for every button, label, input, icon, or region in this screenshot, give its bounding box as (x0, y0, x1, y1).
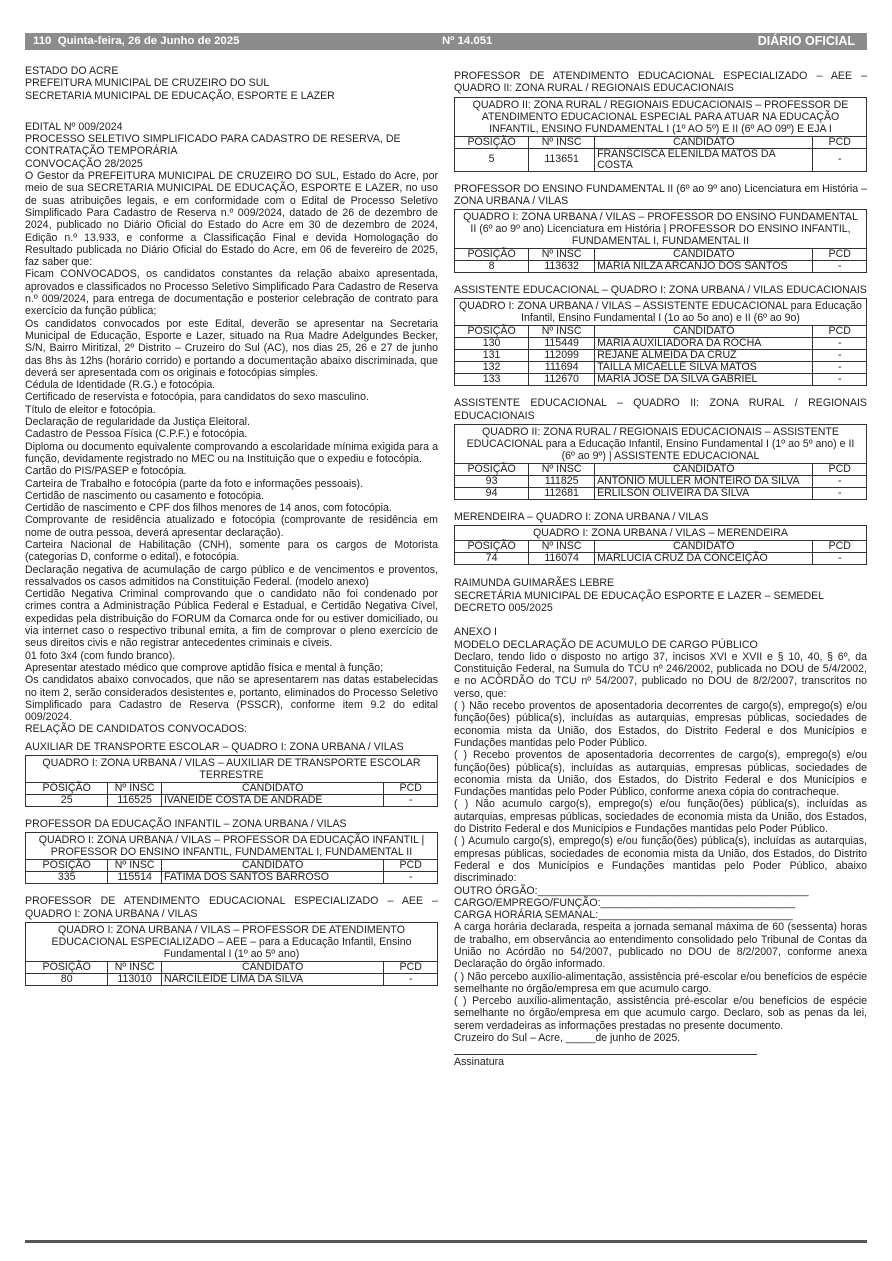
page-number: 110 (33, 35, 52, 47)
paragraph: Certidão de nascimento e CPF dos filhos menores de 14 anos, com fotocópia. (25, 502, 392, 515)
paragraph: Certificado de reservista e fotocópia, para candidatos do sexo masculino. (25, 391, 369, 404)
declaration-body-2 (454, 921, 867, 1044)
column-header: PCD (813, 249, 867, 261)
candidate-section (454, 284, 867, 386)
column-header: Nº INSC (108, 860, 162, 872)
org-line: PREFEITURA MUNICIPAL DE CRUZEIRO DO SUL (25, 77, 270, 90)
column-header: CANDIDATO (595, 326, 813, 338)
pcd-cell: - (384, 973, 438, 985)
candidate-section (454, 70, 867, 172)
decree-number: DECRETO 005/2025 (454, 601, 553, 614)
quadro-title: QUADRO I: ZONA URBANA / VILAS – PROFESSOR DA EDUCAÇÃO INFANTIL | PROFESSOR DO ENSINO INFANTIL, FUNDAMENTAL I, FUNDAMENTAL II (26, 833, 438, 860)
page-header (25, 33, 867, 50)
table-header-row (455, 249, 867, 261)
signer-name: RAIMUNDA GUIMARÃES LEBRE (454, 577, 615, 590)
right-column (454, 65, 867, 1069)
candidate-section (25, 895, 438, 986)
form-field: CARGO/EMPREGO/FUNÇÃO:_________________________________ (454, 896, 795, 909)
paragraph: Diploma ou documento equivalente comprovando a escolaridade mínima exigida para a função, devidamente registrado no MEC ou na Instituição que o expediu e fotocópia. (25, 440, 438, 465)
candidate-section (25, 741, 438, 807)
paragraph: Certidão de nascimento ou casamento e fotocópia. (25, 489, 265, 502)
column-header: PCD (384, 783, 438, 795)
quadro-title: QUADRO I: ZONA URBANA / VILAS – PROFESSOR DO ENSINO FUNDAMENTAL II (6º ao 9º ano) Licenciatura em História | PROFESSOR DO ENSINO INFANTIL, FUNDAMENTAL I, FUNDAMENTAL II (455, 210, 867, 249)
paragraph: Ficam CONVOCADOS, os candidatos constantes da relação abaixo apresentada, aprovados e classificados no Processo Seletivo Simplificado Para Cadastro de Reserva n.º 009/2024, para entrega de documentação e posterior celebração de contrato para exercício da função pública; (25, 268, 438, 318)
pcd-cell: - (813, 350, 867, 362)
inscription-cell: 115514 (108, 872, 162, 884)
paragraph: Título de eleitor e fotocópia. (25, 403, 156, 416)
paragraph: Comprovante de residência atualizado e fotocópia (comprovante de residência em nome de outra pessoa, deverá apresentar declaração). (25, 514, 438, 539)
right-sections (454, 70, 867, 565)
paragraph: Certidão Negativa Criminal comprovando que o candidato não foi condenado por crimes contra a Administração Pública Federal e Estadual, e Certidão Negativa Cível, expedidas pela distribuição do FORUM da Comarca onde for ou estiver domiciliado, ou via internet caso o respectivo tribunal emita, a fim de comprovar o pleno exercício de seus direitos civis e não registrar antecedentes criminais e cíveis. (25, 588, 438, 650)
table-header-row (455, 464, 867, 476)
paragraph: Apresentar atestado médico que comprove aptidão física e mental à função; (25, 661, 384, 674)
pcd-cell: - (384, 872, 438, 884)
paragraph: ( ) Não acumulo cargo(s), emprego(s) e/ou função(ões) pública(s), incluídas as autarquias, empresas públicas, sociedades de economia mista da União, dos Estados, do Distrito Federal e dos Municípios e Fundações mantidas pelo Poder Público. (454, 798, 867, 836)
table-row (455, 350, 867, 362)
paragraph: Declaro, tendo lido o disposto no artigo 37, incisos XVI e XVII e § 10, 40, § 6º, da Constituição Federal, na Sumula do TCU nº 246/2002, publicada no DOU de 5/4/2002, e no ACÓRDÃO do TCU nº 54/2007, publicado no DOU de 8/2/2007, transcritos no verso, que: (454, 650, 867, 700)
candidate-cell: MARIA NILZA ARCANJO DOS SANTOS (595, 261, 813, 273)
position-cell: 131 (455, 350, 529, 362)
pcd-cell: - (813, 476, 867, 488)
paragraph: Declaração negativa de acumulação de cargo público e de vencimentos e proventos, ressalvados os casos admitidos na Constituição Federal. (modelo anexo) (25, 563, 438, 588)
section-title: ASSISTENTE EDUCACIONAL – QUADRO II: ZONA RURAL / REGIONAIS EDUCACIONAIS (454, 397, 867, 422)
paragraph: 01 foto 3x4 (com fundo branco). (25, 649, 176, 662)
table-row (26, 795, 438, 807)
column-header: CANDIDATO (161, 961, 383, 973)
candidate-table (454, 298, 867, 386)
pcd-cell: - (384, 795, 438, 807)
declaration-fields (454, 885, 867, 922)
column-header: Nº INSC (108, 783, 162, 795)
section-title: PROFESSOR DO ENSINO FUNDAMENTAL II (6º ao 9º ano) Licenciatura em História – ZONA URBANA / VILAS (454, 182, 867, 207)
column-header: PCD (813, 464, 867, 476)
table-row (26, 872, 438, 884)
paragraph: Cédula de Identidade (R.G.) e fotocópia. (25, 379, 216, 392)
inscription-cell: 113651 (529, 148, 595, 171)
section-title: PROFESSOR DE ATENDIMENTO EDUCACIONAL ESPECIALIZADO – AEE – QUADRO II: ZONA RURAL / REGIONAIS EDUCACIONAIS (454, 70, 867, 95)
candidate-cell: MARIA AUXILIADORA DA ROCHA (595, 338, 813, 350)
quadro-row (26, 756, 438, 783)
column-header: POSIÇÃO (455, 464, 529, 476)
paragraph: ( ) Não percebo auxílio-alimentação, assistência pré-escolar e/ou benefícios de espécie semelhante no órgão/empresa em que acumulo cargo. (454, 970, 867, 995)
column-header: CANDIDATO (161, 783, 383, 795)
inscription-cell: 113632 (529, 261, 595, 273)
pcd-cell: - (813, 261, 867, 273)
paragraph: ( ) Recebo proventos de aposentadoria decorrentes de cargo(s), emprego(s) e/ou função(ões) pública(s), incluídas as autarquias, empresas públicas, sociedades de economia mista da União, dos Estados, do Distrito Federal e dos Municípios e Fundações mantidas pelo Poder Público, conforme anexa cópia do contracheque. (454, 749, 867, 799)
pcd-cell: - (813, 374, 867, 386)
column-header: POSIÇÃO (455, 136, 529, 148)
paragraph: Carteira de Trabalho e fotocópia (parte da foto e informações pessoais). (25, 477, 364, 490)
left-sections (25, 741, 438, 986)
candidate-table (454, 209, 867, 273)
paragraph: ( ) Acumulo cargo(s), emprego(s) e/ou função(ões) pública(s), incluídas as autarquias, empresas públicas, sociedades de economia mista da União, dos Estados, do Distrito Federal e dos Municípios e Fundações mantidas pelo Poder Público, abaixo discriminado: (454, 835, 867, 885)
quadro-title: QUADRO I: ZONA URBANA / VILAS – AUXILIAR DE TRANSPORTE ESCOLAR TERRESTRE (26, 756, 438, 783)
candidate-table (25, 922, 438, 986)
convocation-number: CONVOCAÇÃO 28/2025 (25, 157, 143, 170)
paragraph: A carga horária declarada, respeita a jornada semanal máxima de 60 (sessenta) horas de trabalho, em observância ao entendimento consolidado pelo Tribunal de Contas da União no Acórdão no 54/2007, publicado no DOU de 8/2/2007, conforme anexa Declaração do órgão informado. (454, 921, 867, 971)
column-header: Nº INSC (529, 464, 595, 476)
paragraph: Cadastro de Pessoa Física (C.P.F.) e fotocópia. (25, 428, 248, 441)
column-header: Nº INSC (529, 541, 595, 553)
column-header: Nº INSC (529, 249, 595, 261)
declaration-body (454, 651, 867, 885)
candidate-cell: MARLUCIA CRUZ DA CONCEIÇÃO (595, 553, 813, 565)
candidate-cell: ERLILSON OLIVEIRA DA SILVA (595, 488, 813, 500)
inscription-cell: 112681 (529, 488, 595, 500)
table-row (455, 148, 867, 171)
position-cell: 132 (455, 362, 529, 374)
table-row (455, 261, 867, 273)
candidate-table (25, 755, 438, 807)
inscription-cell: 112099 (529, 350, 595, 362)
candidate-section (25, 818, 438, 884)
table-header-row (455, 136, 867, 148)
table-header-row (26, 961, 438, 973)
quadro-title: QUADRO II: ZONA RURAL / REGIONAIS EDUCACIONAIS – PROFESSOR DE ATENDIMENTO EDUCACIONAL ESPECIAL PARA ATUAR NA EDUCAÇÃO INFANTIL, ENSINO FUNDAMENTAL I (1º AO 5º) E II (6º AO 09º) E EJA I (455, 97, 867, 136)
quadro-title: QUADRO I: ZONA URBANA / VILAS – PROFESSOR DE ATENDIMENTO EDUCACIONAL ESPECIALIZADO – AEE – para a Educação Infantil, Ensino Fundamental I (1º ao 5º ano) (26, 922, 438, 961)
column-header: CANDIDATO (595, 464, 813, 476)
section-title: PROFESSOR DA EDUCAÇÃO INFANTIL – ZONA URBANA / VILAS (25, 818, 347, 831)
section-title: AUXILIAR DE TRANSPORTE ESCOLAR – QUADRO I: ZONA URBANA / VILAS (25, 740, 404, 753)
process-title: PROCESSO SELETIVO SIMPLIFICADO PARA CADASTRO DE RESERVA, DE CONTRATAÇÃO TEMPORÁRIA (25, 133, 401, 158)
table-header-row (26, 783, 438, 795)
candidates-heading: RELAÇÃO DE CANDIDATOS CONVOCADOS: (25, 723, 248, 736)
column-header: PCD (813, 136, 867, 148)
candidate-section (454, 511, 867, 565)
org-line: SECRETARIA MUNICIPAL DE EDUCAÇÃO, ESPORTE E LAZER (25, 89, 335, 102)
inscription-cell: 111694 (529, 362, 595, 374)
position-cell: 5 (455, 148, 529, 171)
column-header: POSIÇÃO (455, 249, 529, 261)
column-header: POSIÇÃO (455, 326, 529, 338)
column-header: CANDIDATO (595, 136, 813, 148)
pcd-cell: - (813, 148, 867, 171)
position-cell: 25 (26, 795, 108, 807)
signer-organization: SECRETÁRIA MUNICIPAL DE EDUCAÇÃO ESPORTE E LAZER – SEMEDEL (454, 589, 825, 602)
candidate-section (454, 397, 867, 500)
quadro-row (455, 299, 867, 326)
quadro-title: QUADRO II: ZONA RURAL / REGIONAIS EDUCACIONAIS – ASSISTENTE EDUCACIONAL para a Educação Infantil, Ensino Fundamental I (1º ao 5º ano) e II (6º ao 9º) | ASSISTENTE EDUCACIONAL (455, 425, 867, 464)
paragraph: Carteira Nacional de Habilitação (CNH), somente para os cargos de Motorista (categorias D, conforme o edital), e fotocópia. (25, 538, 438, 564)
position-cell: 335 (26, 872, 108, 884)
position-cell: 94 (455, 488, 529, 500)
signature-label: Assinatura (454, 1056, 505, 1069)
form-field: CARGA HORÁRIA SEMANAL:_________________________________ (454, 909, 793, 922)
column-header: CANDIDATO (595, 541, 813, 553)
table-row (455, 338, 867, 350)
quadro-row (455, 210, 867, 249)
quadro-title: QUADRO I: ZONA URBANA / VILAS – ASSISTENTE EDUCACIONAL para Educação Infantil, Ensino Fundamental I (1o ao 5o ano) e II (6º ao 9o) (455, 299, 867, 326)
inscription-cell: 113010 (108, 973, 162, 985)
org-line: ESTADO DO ACRE (25, 65, 119, 77)
paragraph: Declaração de regularidade da Justiça Eleitoral. (25, 416, 250, 429)
section-title: MERENDEIRA – QUADRO I: ZONA URBANA / VILAS (454, 511, 709, 524)
column-header: CANDIDATO (595, 249, 813, 261)
paragraph: O Gestor da PREFEITURA MUNICIPAL DE CRUZEIRO DO SUL, Estado do Acre, por meio de sua SECRETARIA MUNICIPAL DE EDUCAÇÃO, ESPORTE E LAZER, no uso de suas atribuições legais, e em conformidade com o Edital de Processo Seletivo Simplificado Para Cadastro de Reserva n.º 009/2024, datado de 26 de dezembro de 2024, publicado no Diário Oficial do Estado do Acre em 30 de dezembro de 2024, Edição n.º 13.933, e conforme a Classificação Final e devida Homologação do Resultado publicada no Diário Oficial do Estado do Acre, em 06 de fevereiro de 2025, faz saber que: (25, 170, 438, 269)
column-header: PCD (813, 326, 867, 338)
table-header-row (26, 860, 438, 872)
column-header: PCD (813, 541, 867, 553)
quadro-title: QUADRO I: ZONA URBANA / VILAS – MERENDEIRA (455, 526, 867, 541)
inscription-cell: 111825 (529, 476, 595, 488)
header-date: Quinta-feira, 26 de Junho de 2025 (57, 35, 240, 47)
position-cell: 8 (455, 261, 529, 273)
inscription-cell: 116074 (529, 553, 595, 565)
column-header: CANDIDATO (161, 860, 383, 872)
candidate-cell: NARCILEIDE LIMA DA SILVA (161, 973, 383, 985)
quadro-row (455, 425, 867, 464)
paragraph: ( ) Não recebo proventos de aposentadoria decorrentes de cargo(s), emprego(s) e/ou função(ões) pública(s), incluídas as autarquias, empresas públicas, sociedades de economia mista da União, dos Estados, do Distrito Federal e dos Municípios e Fundações mantidas pelo Poder Público. (454, 700, 867, 749)
paragraph: Cruzeiro do Sul – Acre, _____de junho de 2025. (454, 1032, 681, 1045)
candidate-table (454, 424, 867, 500)
column-header: Nº INSC (529, 326, 595, 338)
candidate-cell: REJANE ALMEIDA DA CRUZ (595, 350, 813, 362)
table-row (26, 973, 438, 985)
candidate-cell: TAILLA MICAELLE SILVA MATOS (595, 362, 813, 374)
position-cell: 74 (455, 553, 529, 565)
pcd-cell: - (813, 338, 867, 350)
position-cell: 133 (455, 374, 529, 386)
quadro-row (455, 526, 867, 541)
edition-number: Nº 14.051 (442, 35, 493, 47)
section-title: ASSISTENTE EDUCACIONAL – QUADRO I: ZONA URBANA / VILAS EDUCACIONAIS (454, 284, 867, 297)
candidate-section (454, 183, 867, 274)
column-header: Nº INSC (108, 961, 162, 973)
pcd-cell: - (813, 488, 867, 500)
publication-title: DIÁRIO OFICIAL (757, 34, 855, 48)
column-header: POSIÇÃO (455, 541, 529, 553)
paragraph: Os candidatos abaixo convocados, que não se apresentarem nas datas estabelecidas no item 2, serão considerados desistentes e, portanto, eliminados do Processo Seletivo Simplificado para Cadastro de Reserva (PSSCR), conforme item 9.2 do edital 009/2024. (25, 674, 438, 724)
candidate-cell: FATIMA DOS SANTOS BARROSO (161, 872, 383, 884)
section-title: PROFESSOR DE ATENDIMENTO EDUCACIONAL ESPECIALIZADO – AEE – QUADRO I: ZONA URBANA / VILAS (25, 895, 438, 920)
table-header-row (455, 326, 867, 338)
edital-body (25, 170, 438, 723)
paragraph: Cartão do PIS/PASEP e fotocópia. (25, 465, 187, 478)
table-row (455, 362, 867, 374)
column-header: PCD (384, 961, 438, 973)
paragraph: ( ) Percebo auxílio-alimentação, assistência pré-escolar e/ou benefícios de espécie semelhante no órgão/empresa em que acumulo cargo. Declaro, sob as penas da lei, serem verdadeiras as informações prestadas no presente documento. (454, 995, 867, 1032)
column-header: POSIÇÃO (26, 783, 108, 795)
candidate-cell: ANTONIO MULLER MONTEIRO DA SILVA (595, 476, 813, 488)
inscription-cell: 115449 (529, 338, 595, 350)
position-cell: 80 (26, 973, 108, 985)
column-header: Nº INSC (529, 136, 595, 148)
model-title: MODELO DECLARAÇÃO DE ACUMULO DE CARGO PÚBLICO (454, 638, 758, 651)
pcd-cell: - (813, 553, 867, 565)
candidate-cell: FRANSCISCA ELENILDA MATOS DA COSTA (595, 148, 813, 171)
quadro-row (26, 922, 438, 961)
left-column (25, 65, 438, 986)
table-row (455, 476, 867, 488)
header-page-date (33, 35, 239, 47)
footer-rule (25, 1240, 867, 1243)
form-field: OUTRO ÓRGÃO:______________________________________________ (454, 884, 809, 897)
table-row (455, 488, 867, 500)
annex-title: ANEXO I (454, 626, 497, 639)
candidate-table (25, 832, 438, 884)
candidate-cell: MARIA JOSE DA SILVA GABRIEL (595, 374, 813, 386)
quadro-row (26, 833, 438, 860)
table-row (455, 374, 867, 386)
column-header: POSIÇÃO (26, 961, 108, 973)
table-row (455, 553, 867, 565)
position-cell: 93 (455, 476, 529, 488)
quadro-row (455, 97, 867, 136)
pcd-cell: - (813, 362, 867, 374)
candidate-cell: IVANEIDE COSTA DE ANDRADE (161, 795, 383, 807)
paragraph: Os candidatos convocados por este Edital, deverão se apresentar na Secretaria Municipal de Educação, Esporte e Lazer, situado na Rua Madre Adelgundes Becker, S/N, Bairro Miritizal, 2º Distrito – Cruzeiro do Sul (AC), nos dias 25, 26 e 27 de junho das 8hs às 12hs (horário corrido) e portando a documentação abaixo discriminada, que deverá ser apresentada com os originais e fotocópias simples. (25, 317, 438, 379)
edital-number: EDITAL Nº 009/2024 (25, 120, 123, 133)
inscription-cell: 112670 (529, 374, 595, 386)
column-header: PCD (384, 860, 438, 872)
position-cell: 130 (455, 338, 529, 350)
inscription-cell: 116525 (108, 795, 162, 807)
column-header: POSIÇÃO (26, 860, 108, 872)
candidate-table (454, 97, 867, 172)
candidate-table (454, 525, 867, 565)
